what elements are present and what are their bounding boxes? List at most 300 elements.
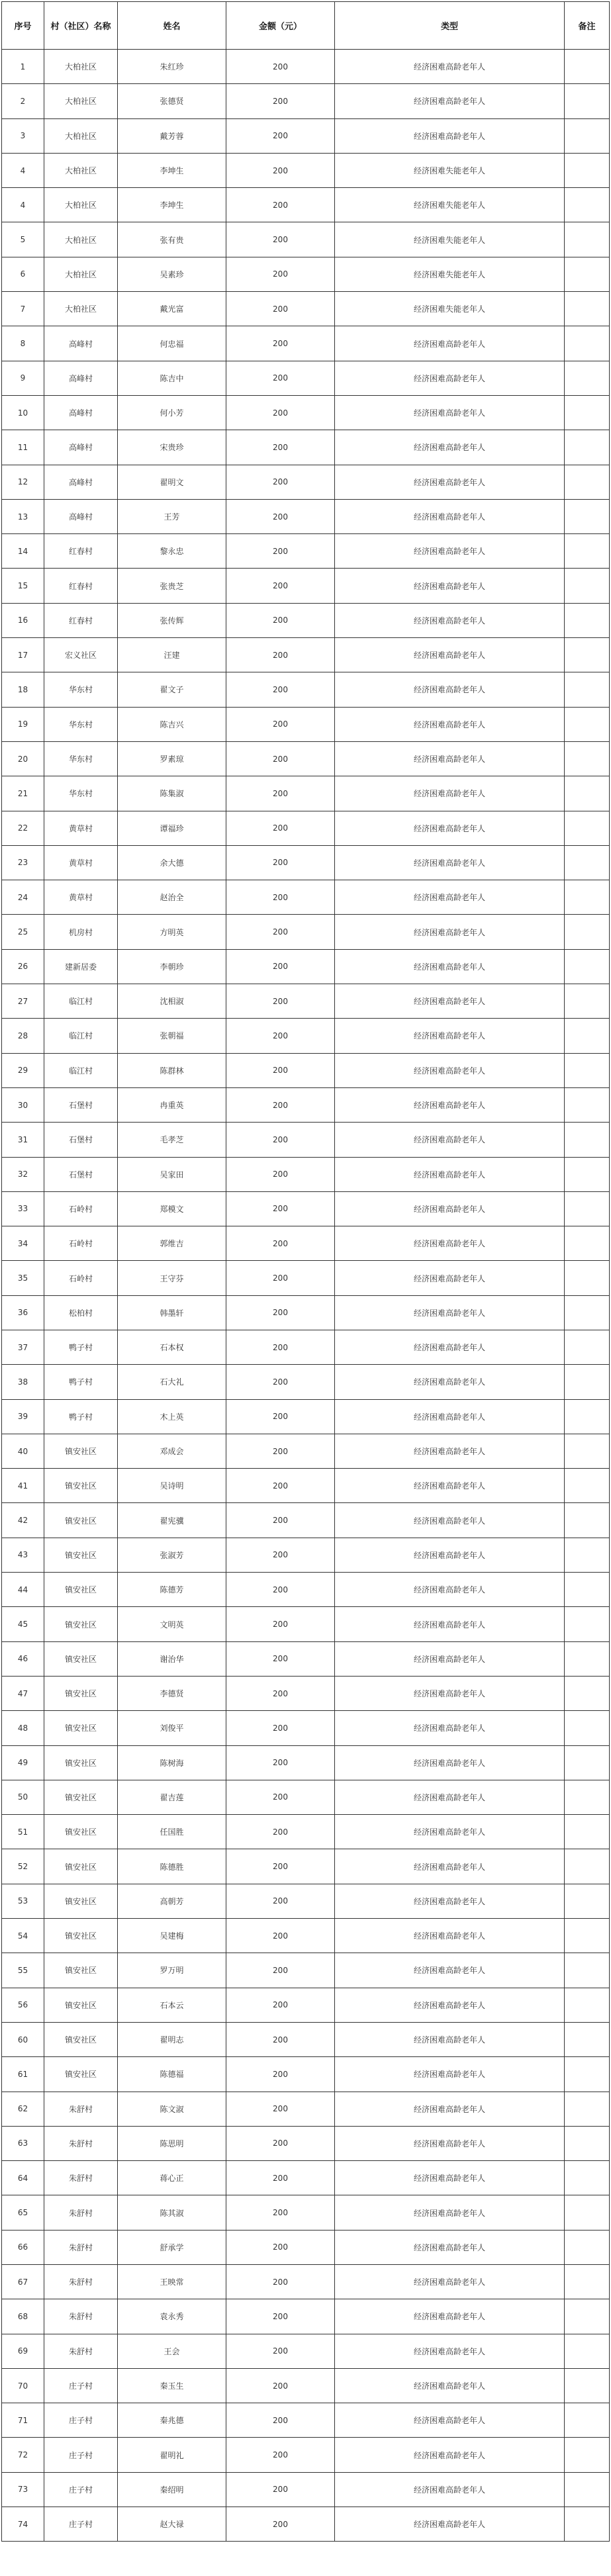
cell-village: 临江村 xyxy=(44,1019,118,1053)
cell-index: 19 xyxy=(2,707,44,741)
cell-type: 经济困难高龄老年人 xyxy=(335,1123,565,1157)
cell-name: 汪建 xyxy=(118,638,226,672)
cell-index: 33 xyxy=(2,1191,44,1226)
cell-name: 罗万明 xyxy=(118,1953,226,1988)
cell-index: 37 xyxy=(2,1330,44,1364)
cell-village: 朱舒村 xyxy=(44,2334,118,2368)
cell-type: 经济困难高龄老年人 xyxy=(335,2265,565,2299)
cell-type: 经济困难高龄老年人 xyxy=(335,1573,565,1607)
cell-type: 经济困难失能老年人 xyxy=(335,153,565,187)
cell-type: 经济困难高龄老年人 xyxy=(335,2161,565,2195)
cell-type: 经济困难高龄老年人 xyxy=(335,915,565,949)
cell-type: 经济困难高龄老年人 xyxy=(335,638,565,672)
cell-amount: 200 xyxy=(226,84,335,118)
cell-remark xyxy=(565,638,610,672)
cell-type: 经济困难高龄老年人 xyxy=(335,776,565,811)
cell-village: 建新居委 xyxy=(44,949,118,984)
cell-amount: 200 xyxy=(226,465,335,499)
cell-remark xyxy=(565,1607,610,1641)
cell-remark xyxy=(565,811,610,845)
cell-village: 镇安社区 xyxy=(44,1849,118,1884)
cell-village: 石岭村 xyxy=(44,1191,118,1226)
cell-amount: 200 xyxy=(226,741,335,776)
cell-name: 郑模文 xyxy=(118,1191,226,1226)
cell-index: 53 xyxy=(2,1884,44,1918)
cell-amount: 200 xyxy=(226,118,335,153)
cell-type: 经济困难失能老年人 xyxy=(335,257,565,291)
cell-village: 朱舒村 xyxy=(44,2265,118,2299)
cell-name: 宋贵珍 xyxy=(118,430,226,465)
cell-amount: 200 xyxy=(226,1884,335,1918)
table-row xyxy=(2,741,610,776)
table-row xyxy=(2,2334,610,2368)
cell-type: 经济困难高龄老年人 xyxy=(335,1157,565,1191)
cell-remark xyxy=(565,292,610,326)
header-remark: 备注 xyxy=(565,2,610,50)
cell-amount: 200 xyxy=(226,1953,335,1988)
cell-village: 镇安社区 xyxy=(44,2057,118,2092)
cell-village: 石岭村 xyxy=(44,1261,118,1295)
cell-name: 陈吉中 xyxy=(118,361,226,395)
cell-remark xyxy=(565,1157,610,1191)
cell-name: 木上英 xyxy=(118,1399,226,1434)
cell-index: 45 xyxy=(2,1607,44,1641)
cell-name: 戴光富 xyxy=(118,292,226,326)
cell-index: 17 xyxy=(2,638,44,672)
cell-type: 经济困难高龄老年人 xyxy=(335,84,565,118)
cell-index: 74 xyxy=(2,2507,44,2542)
cell-village: 石堡村 xyxy=(44,1123,118,1157)
cell-index: 13 xyxy=(2,499,44,533)
cell-village: 鸭子村 xyxy=(44,1330,118,1364)
cell-amount: 200 xyxy=(226,2230,335,2264)
cell-amount: 200 xyxy=(226,1019,335,1053)
cell-index: 73 xyxy=(2,2472,44,2507)
cell-index: 28 xyxy=(2,1019,44,1053)
cell-name: 冉重英 xyxy=(118,1087,226,1122)
cell-remark xyxy=(565,1123,610,1157)
cell-name: 吴素珍 xyxy=(118,257,226,291)
cell-index: 26 xyxy=(2,949,44,984)
cell-village: 黄草村 xyxy=(44,880,118,915)
cell-village: 朱舒村 xyxy=(44,2195,118,2230)
header-village: 村（社区）名称 xyxy=(44,2,118,50)
cell-remark xyxy=(565,1503,610,1538)
cell-name: 陈德福 xyxy=(118,2057,226,2092)
table-row xyxy=(2,1261,610,1295)
cell-type: 经济困难高龄老年人 xyxy=(335,603,565,637)
cell-index: 62 xyxy=(2,2092,44,2126)
cell-village: 镇安社区 xyxy=(44,1919,118,1953)
cell-index: 15 xyxy=(2,569,44,603)
cell-village: 镇安社区 xyxy=(44,1815,118,1849)
table-row xyxy=(2,2195,610,2230)
cell-remark xyxy=(565,222,610,257)
cell-name: 秦玉生 xyxy=(118,2368,226,2403)
cell-name: 陈德胜 xyxy=(118,1849,226,1884)
cell-type: 经济困难高龄老年人 xyxy=(335,1503,565,1538)
cell-name: 蒋心正 xyxy=(118,2161,226,2195)
cell-type: 经济困难高龄老年人 xyxy=(335,50,565,84)
cell-village: 庄子村 xyxy=(44,2403,118,2438)
cell-amount: 200 xyxy=(226,1607,335,1641)
cell-amount: 200 xyxy=(226,1295,335,1330)
cell-index: 22 xyxy=(2,811,44,845)
cell-remark xyxy=(565,2092,610,2126)
cell-village: 红春村 xyxy=(44,603,118,637)
cell-name: 陈树海 xyxy=(118,1745,226,1780)
table-row xyxy=(2,395,610,430)
cell-index: 36 xyxy=(2,1295,44,1330)
table-row xyxy=(2,1607,610,1641)
cell-village: 高峰村 xyxy=(44,465,118,499)
cell-remark xyxy=(565,84,610,118)
cell-amount: 200 xyxy=(226,2438,335,2472)
cell-village: 华东村 xyxy=(44,741,118,776)
cell-amount: 200 xyxy=(226,1087,335,1122)
cell-index: 12 xyxy=(2,465,44,499)
cell-amount: 200 xyxy=(226,257,335,291)
table-row xyxy=(2,880,610,915)
cell-remark xyxy=(565,1676,610,1710)
cell-remark xyxy=(565,603,610,637)
cell-name: 陈文淑 xyxy=(118,2092,226,2126)
cell-amount: 200 xyxy=(226,2057,335,2092)
cell-type: 经济困难高龄老年人 xyxy=(335,2472,565,2507)
cell-index: 29 xyxy=(2,1053,44,1087)
cell-amount: 200 xyxy=(226,1191,335,1226)
cell-name: 毛孝芝 xyxy=(118,1123,226,1157)
cell-remark xyxy=(565,915,610,949)
cell-type: 经济困难高龄老年人 xyxy=(335,1815,565,1849)
table-row xyxy=(2,1711,610,1745)
cell-village: 石堡村 xyxy=(44,1157,118,1191)
table-row xyxy=(2,534,610,569)
table-row xyxy=(2,2403,610,2438)
table-row xyxy=(2,292,610,326)
cell-remark xyxy=(565,395,610,430)
cell-index: 11 xyxy=(2,430,44,465)
table-row xyxy=(2,707,610,741)
table-row xyxy=(2,603,610,637)
cell-village: 镇安社区 xyxy=(44,1641,118,1676)
cell-name: 方明英 xyxy=(118,915,226,949)
table-row xyxy=(2,84,610,118)
cell-remark xyxy=(565,1330,610,1364)
table-row xyxy=(2,1538,610,1572)
cell-type: 经济困难高龄老年人 xyxy=(335,2195,565,2230)
cell-type: 经济困难高龄老年人 xyxy=(335,2022,565,2056)
cell-village: 镇安社区 xyxy=(44,1538,118,1572)
cell-village: 镇安社区 xyxy=(44,1745,118,1780)
cell-index: 3 xyxy=(2,118,44,153)
cell-village: 庄子村 xyxy=(44,2368,118,2403)
cell-remark xyxy=(565,949,610,984)
cell-amount: 200 xyxy=(226,1780,335,1814)
cell-amount: 200 xyxy=(226,2299,335,2334)
table-row xyxy=(2,672,610,707)
table-row xyxy=(2,222,610,257)
cell-index: 34 xyxy=(2,1226,44,1261)
cell-village: 石岭村 xyxy=(44,1226,118,1261)
cell-index: 10 xyxy=(2,395,44,430)
cell-village: 大柏社区 xyxy=(44,50,118,84)
cell-type: 经济困难高龄老年人 xyxy=(335,395,565,430)
cell-name: 王会 xyxy=(118,2334,226,2368)
cell-index: 27 xyxy=(2,984,44,1019)
cell-remark xyxy=(565,118,610,153)
cell-remark xyxy=(565,2057,610,2092)
cell-index: 42 xyxy=(2,1503,44,1538)
cell-type: 经济困难高龄老年人 xyxy=(335,1884,565,1918)
cell-remark xyxy=(565,188,610,222)
cell-type: 经济困难高龄老年人 xyxy=(335,569,565,603)
cell-remark xyxy=(565,984,610,1019)
cell-type: 经济困难高龄老年人 xyxy=(335,1711,565,1745)
cell-amount: 200 xyxy=(226,2368,335,2403)
cell-type: 经济困难高龄老年人 xyxy=(335,1676,565,1710)
table-row xyxy=(2,1745,610,1780)
table-row xyxy=(2,1953,610,1988)
cell-amount: 200 xyxy=(226,672,335,707)
cell-remark xyxy=(565,1538,610,1572)
cell-village: 镇安社区 xyxy=(44,1953,118,1988)
cell-remark xyxy=(565,1745,610,1780)
cell-amount: 200 xyxy=(226,1919,335,1953)
table-row xyxy=(2,1087,610,1122)
cell-remark xyxy=(565,1399,610,1434)
cell-village: 庄子村 xyxy=(44,2438,118,2472)
cell-amount: 200 xyxy=(226,1815,335,1849)
table-row xyxy=(2,1053,610,1087)
cell-index: 55 xyxy=(2,1953,44,1988)
table-row xyxy=(2,1849,610,1884)
cell-village: 机房村 xyxy=(44,915,118,949)
cell-name: 石大礼 xyxy=(118,1365,226,1399)
cell-remark xyxy=(565,776,610,811)
cell-index: 63 xyxy=(2,2126,44,2160)
cell-remark xyxy=(565,257,610,291)
cell-index: 23 xyxy=(2,845,44,880)
table-row xyxy=(2,1469,610,1503)
table-row xyxy=(2,2265,610,2299)
cell-name: 翟明文 xyxy=(118,465,226,499)
table-row xyxy=(2,2368,610,2403)
cell-index: 38 xyxy=(2,1365,44,1399)
cell-remark xyxy=(565,1815,610,1849)
cell-index: 32 xyxy=(2,1157,44,1191)
cell-index: 35 xyxy=(2,1261,44,1295)
cell-name: 张朝福 xyxy=(118,1019,226,1053)
cell-name: 沈相淑 xyxy=(118,984,226,1019)
cell-name: 陈吉兴 xyxy=(118,707,226,741)
cell-index: 4 xyxy=(2,188,44,222)
cell-village: 镇安社区 xyxy=(44,1988,118,2022)
cell-remark xyxy=(565,2334,610,2368)
cell-name: 任国胜 xyxy=(118,1815,226,1849)
cell-type: 经济困难高龄老年人 xyxy=(335,534,565,569)
table-row xyxy=(2,257,610,291)
header-index: 序号 xyxy=(2,2,44,50)
cell-amount: 200 xyxy=(226,984,335,1019)
cell-name: 赵治全 xyxy=(118,880,226,915)
cell-amount: 200 xyxy=(226,292,335,326)
cell-name: 石本权 xyxy=(118,1330,226,1364)
cell-remark xyxy=(565,672,610,707)
cell-amount: 200 xyxy=(226,1538,335,1572)
cell-remark xyxy=(565,1053,610,1087)
table-row xyxy=(2,915,610,949)
cell-name: 翟吉莲 xyxy=(118,1780,226,1814)
table-row xyxy=(2,1503,610,1538)
cell-amount: 200 xyxy=(226,361,335,395)
cell-amount: 200 xyxy=(226,1745,335,1780)
cell-type: 经济困难高龄老年人 xyxy=(335,1399,565,1434)
cell-remark xyxy=(565,465,610,499)
cell-name: 翟明礼 xyxy=(118,2438,226,2472)
cell-remark xyxy=(565,1469,610,1503)
cell-index: 50 xyxy=(2,1780,44,1814)
cell-remark xyxy=(565,845,610,880)
table-row xyxy=(2,153,610,187)
cell-type: 经济困难高龄老年人 xyxy=(335,1469,565,1503)
cell-index: 7 xyxy=(2,292,44,326)
cell-name: 张有贵 xyxy=(118,222,226,257)
table-row xyxy=(2,2022,610,2056)
cell-name: 李坤生 xyxy=(118,188,226,222)
cell-type: 经济困难高龄老年人 xyxy=(335,1087,565,1122)
subsidy-table xyxy=(1,1,610,2542)
cell-name: 陈其淑 xyxy=(118,2195,226,2230)
cell-index: 30 xyxy=(2,1087,44,1122)
cell-type: 经济困难高龄老年人 xyxy=(335,2126,565,2160)
cell-amount: 200 xyxy=(226,1226,335,1261)
cell-type: 经济困难高龄老年人 xyxy=(335,741,565,776)
table-row xyxy=(2,1157,610,1191)
cell-remark xyxy=(565,1884,610,1918)
cell-index: 60 xyxy=(2,2022,44,2056)
cell-index: 8 xyxy=(2,326,44,361)
cell-amount: 200 xyxy=(226,1469,335,1503)
cell-remark xyxy=(565,1849,610,1884)
cell-village: 大柏社区 xyxy=(44,118,118,153)
cell-index: 21 xyxy=(2,776,44,811)
cell-index: 20 xyxy=(2,741,44,776)
cell-name: 张淑芳 xyxy=(118,1538,226,1572)
table-row xyxy=(2,2161,610,2195)
cell-type: 经济困难高龄老年人 xyxy=(335,1988,565,2022)
cell-name: 秦绍明 xyxy=(118,2472,226,2507)
cell-remark xyxy=(565,2438,610,2472)
cell-amount: 200 xyxy=(226,1573,335,1607)
cell-remark xyxy=(565,2161,610,2195)
table-row xyxy=(2,50,610,84)
cell-amount: 200 xyxy=(226,222,335,257)
cell-type: 经济困难高龄老年人 xyxy=(335,2507,565,2542)
header-amount: 金额（元） xyxy=(226,2,335,50)
cell-name: 郭维吉 xyxy=(118,1226,226,1261)
table-row xyxy=(2,1884,610,1918)
cell-amount: 200 xyxy=(226,1434,335,1468)
cell-remark xyxy=(565,2126,610,2160)
cell-remark xyxy=(565,2022,610,2056)
cell-index: 65 xyxy=(2,2195,44,2230)
cell-index: 5 xyxy=(2,222,44,257)
table-row xyxy=(2,499,610,533)
cell-village: 华东村 xyxy=(44,707,118,741)
cell-remark xyxy=(565,2195,610,2230)
cell-type: 经济困难高龄老年人 xyxy=(335,1607,565,1641)
cell-remark xyxy=(565,1295,610,1330)
cell-village: 镇安社区 xyxy=(44,1573,118,1607)
cell-village: 鸭子村 xyxy=(44,1365,118,1399)
cell-village: 庄子村 xyxy=(44,2472,118,2507)
cell-name: 李坤生 xyxy=(118,153,226,187)
cell-type: 经济困难高龄老年人 xyxy=(335,707,565,741)
cell-village: 镇安社区 xyxy=(44,1503,118,1538)
cell-type: 经济困难高龄老年人 xyxy=(335,1330,565,1364)
cell-name: 陈德芳 xyxy=(118,1573,226,1607)
table-row xyxy=(2,569,610,603)
cell-amount: 200 xyxy=(226,811,335,845)
table-row xyxy=(2,465,610,499)
cell-remark xyxy=(565,534,610,569)
cell-name: 黎永忠 xyxy=(118,534,226,569)
cell-name: 陈集淑 xyxy=(118,776,226,811)
cell-village: 红春村 xyxy=(44,534,118,569)
cell-remark xyxy=(565,1641,610,1676)
cell-village: 大柏社区 xyxy=(44,153,118,187)
table-row xyxy=(2,845,610,880)
cell-remark xyxy=(565,1087,610,1122)
table-row xyxy=(2,1399,610,1434)
cell-name: 文明英 xyxy=(118,1607,226,1641)
cell-index: 67 xyxy=(2,2265,44,2299)
cell-name: 何忠福 xyxy=(118,326,226,361)
table-row xyxy=(2,1919,610,1953)
cell-amount: 200 xyxy=(226,2403,335,2438)
cell-index: 14 xyxy=(2,534,44,569)
cell-remark xyxy=(565,1780,610,1814)
cell-village: 华东村 xyxy=(44,672,118,707)
cell-amount: 200 xyxy=(226,326,335,361)
cell-amount: 200 xyxy=(226,1988,335,2022)
cell-name: 张贵芝 xyxy=(118,569,226,603)
cell-type: 经济困难高龄老年人 xyxy=(335,1191,565,1226)
cell-remark xyxy=(565,50,610,84)
cell-village: 黄草村 xyxy=(44,845,118,880)
cell-type: 经济困难高龄老年人 xyxy=(335,1365,565,1399)
cell-index: 69 xyxy=(2,2334,44,2368)
table-row xyxy=(2,1641,610,1676)
cell-village: 镇安社区 xyxy=(44,1711,118,1745)
cell-type: 经济困难失能老年人 xyxy=(335,292,565,326)
cell-name: 石本云 xyxy=(118,1988,226,2022)
cell-remark xyxy=(565,2403,610,2438)
cell-index: 49 xyxy=(2,1745,44,1780)
cell-type: 经济困难高龄老年人 xyxy=(335,2230,565,2264)
cell-name: 李朝珍 xyxy=(118,949,226,984)
cell-name: 余大德 xyxy=(118,845,226,880)
cell-name: 王守芬 xyxy=(118,1261,226,1295)
cell-name: 赵大禄 xyxy=(118,2507,226,2542)
cell-name: 谭福珍 xyxy=(118,811,226,845)
table-row xyxy=(2,2230,610,2264)
cell-type: 经济困难失能老年人 xyxy=(335,188,565,222)
cell-index: 68 xyxy=(2,2299,44,2334)
table-row xyxy=(2,2092,610,2126)
cell-type: 经济困难高龄老年人 xyxy=(335,1261,565,1295)
